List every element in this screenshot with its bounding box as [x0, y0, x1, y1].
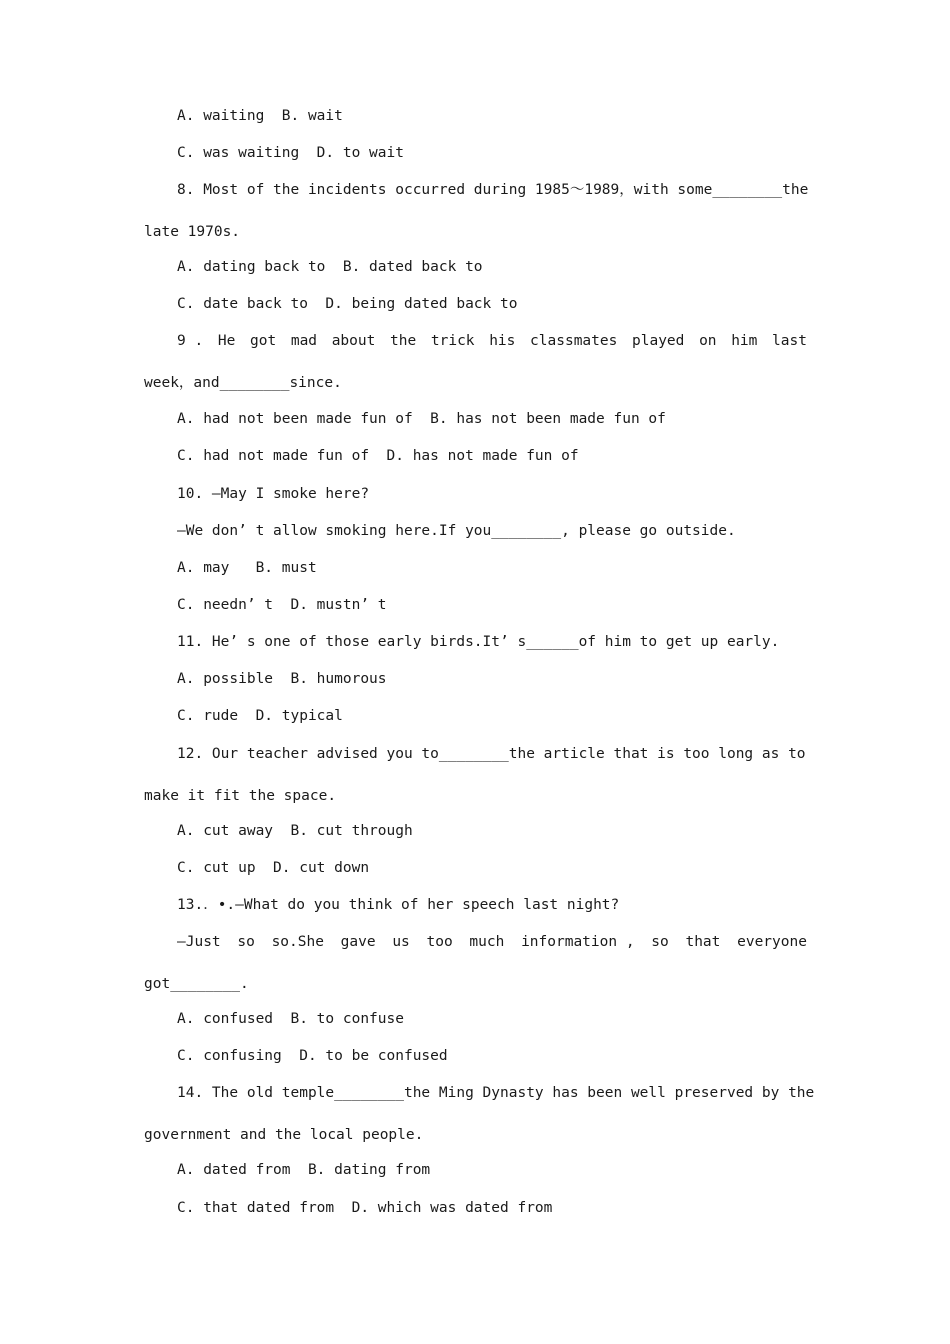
option-line: C. date back to D. being dated back to [177, 296, 518, 312]
word: got [249, 333, 277, 349]
word: last [772, 333, 807, 349]
option-line: A. waiting B. wait [177, 108, 343, 124]
option-line: C. was waiting D. to wait [177, 145, 404, 161]
word: about [331, 333, 376, 349]
word: so.She [271, 934, 324, 950]
word: everyone [737, 934, 807, 950]
word: so [651, 934, 669, 950]
question-8-line1: 8. Most of the incidents occurred during 1985～1989，with some________the [177, 182, 809, 198]
option-line: C. cut up D. cut down [177, 860, 370, 876]
option-line: C. had not made fun of D. has not made fun of [177, 448, 579, 464]
question-12-line1: 12. Our teacher advised you to________the article that is too long as to [177, 746, 806, 762]
option-line: A. may B. must [177, 560, 317, 576]
option-line: C. rude D. typical [177, 708, 343, 724]
word: us [392, 934, 410, 950]
question-14-line1: 14. The old temple________the Ming Dynasty has been well preserved by the [177, 1085, 815, 1101]
option-line: A. had not been made fun of B. has not been made fun of [177, 411, 666, 427]
word: on [699, 333, 717, 349]
word: trick [430, 333, 475, 349]
word: He [217, 333, 236, 349]
word: mad [290, 333, 318, 349]
word: information , [521, 934, 635, 950]
option-line: A. dating back to B. dated back to [177, 259, 483, 275]
word: that [685, 934, 721, 950]
option-line: C. needn’ t D. mustn’ t [177, 597, 387, 613]
question-9-line1 [177, 331, 807, 351]
word: —Just [177, 934, 221, 950]
option-line: A. possible B. humorous [177, 671, 387, 687]
word: him [731, 333, 758, 349]
option-line: A. dated from B. dating from [177, 1162, 431, 1178]
question-10-line1: 10. —May I smoke here? [177, 486, 370, 502]
question-13-line1: 13.．•.—What do you think of her speech last night? [177, 897, 620, 913]
question-14-line2: government and the local people. [144, 1127, 424, 1143]
question-8-line2: late 1970s. [144, 224, 241, 240]
option-line: C. confusing D. to be confused [177, 1048, 448, 1064]
question-13-line3: got________. [144, 976, 249, 992]
word: much [469, 934, 505, 950]
word: played [632, 333, 685, 349]
word: gave [340, 934, 376, 950]
question-10-line2: —We don’ t allow smoking here.If you________, please go outside. [177, 523, 736, 539]
question-13-line2 [177, 932, 807, 952]
question-9-line2: week，and________since. [144, 375, 342, 391]
word: too [426, 934, 453, 950]
word: classmates [530, 333, 618, 349]
option-line: A. cut away B. cut through [177, 823, 413, 839]
word: the [390, 333, 417, 349]
question-11: 11. He’ s one of those early birds.It’ s______of him to get up early. [177, 634, 780, 650]
word: so [237, 934, 255, 950]
word: his [489, 333, 516, 349]
question-12-line2: make it fit the space. [144, 788, 337, 804]
word: 9 . [177, 333, 204, 349]
option-line: A. confused B. to confuse [177, 1011, 404, 1027]
option-line: C. that dated from D. which was dated from [177, 1200, 553, 1216]
